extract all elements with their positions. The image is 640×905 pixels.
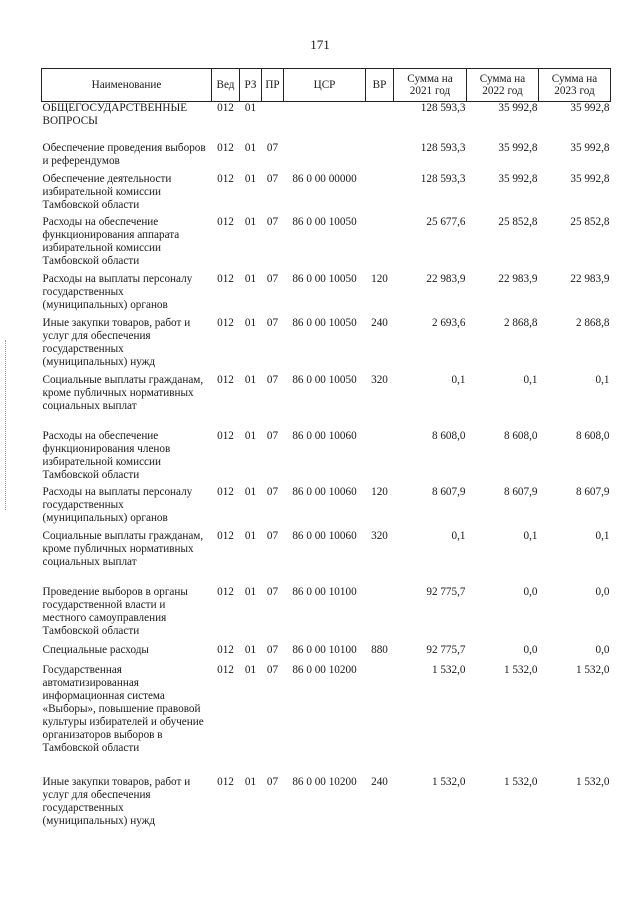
row-sum-2022: 35 992,8	[498, 102, 538, 114]
row-csr: 86 0 00 10050	[292, 215, 357, 228]
row-ved: 012	[217, 775, 234, 788]
row-sum-2022: 35 992,8	[498, 172, 538, 185]
budget-table	[41, 68, 611, 836]
row-pr	[262, 102, 284, 142]
table-row	[42, 430, 611, 486]
row-csr: 86 0 00 10060	[292, 485, 357, 498]
row-rz: 01	[244, 102, 257, 114]
table-row	[42, 142, 611, 173]
row-sum-2022: 0,1	[523, 373, 538, 386]
row-vr	[366, 664, 394, 776]
row-ved: 012	[217, 102, 234, 114]
row-vr: 320	[371, 373, 388, 386]
row-sum-2021: 8 607,9	[431, 485, 466, 498]
row-sum-2021: 128 593,3	[420, 141, 466, 154]
row-sum-2023: 35 992,8	[570, 172, 610, 185]
row-sum-2021: 1 532,0	[431, 663, 466, 676]
row-sum-2022: 8 607,9	[503, 485, 538, 498]
row-ved: 012	[217, 316, 234, 329]
row-sum-2023: 2 868,8	[575, 316, 610, 329]
row-ved: 012	[217, 529, 234, 542]
row-sum-2023: 0,1	[595, 529, 610, 542]
header-ved: Вед	[212, 69, 240, 102]
row-rz: 01	[244, 429, 257, 442]
table-row	[42, 530, 611, 586]
row-sum-2022: 2 868,8	[503, 316, 538, 329]
row-vr	[366, 430, 394, 486]
row-ved: 012	[217, 272, 234, 285]
row-sum-2023: 25 852,8	[570, 215, 610, 228]
row-csr: 86 0 00 10100	[292, 643, 357, 656]
row-rz: 01	[244, 373, 257, 386]
row-sum-2023: 35 992,8	[570, 141, 610, 154]
row-rz: 01	[244, 316, 257, 329]
header-sum-2022: Сумма на 2022 год	[467, 69, 539, 102]
row-pr: 07	[266, 485, 279, 498]
table-row	[42, 173, 611, 216]
row-sum-2022: 1 532,0	[503, 663, 538, 676]
row-sum-2023: 8 608,0	[575, 429, 610, 442]
row-ved: 012	[217, 429, 234, 442]
scan-edge-mark	[5, 340, 7, 510]
row-sum-2023: 8 607,9	[575, 485, 610, 498]
page-number: 171	[310, 37, 330, 52]
row-sum-2023: 1 532,0	[575, 775, 610, 788]
row-pr: 07	[266, 429, 279, 442]
header-csr: ЦСР	[284, 69, 366, 102]
row-pr: 07	[266, 141, 279, 154]
row-sum-2021: 92 775,7	[426, 585, 466, 598]
row-name: ОБЩЕГОСУДАРСТВЕННЫЕ ВОПРОСЫ	[42, 102, 188, 127]
row-csr	[284, 142, 366, 173]
row-name: Социальные выплаты гражданам, кроме публичных нормативных социальных выплат	[42, 529, 204, 568]
row-ved: 012	[217, 215, 234, 228]
row-ved: 012	[217, 485, 234, 498]
row-sum-2022: 0,1	[523, 529, 538, 542]
row-rz: 01	[244, 215, 257, 228]
table-row	[42, 486, 611, 530]
row-rz: 01	[244, 485, 257, 498]
row-vr: 320	[371, 529, 388, 542]
row-csr: 86 0 00 10060	[292, 429, 357, 442]
row-name: Расходы на обеспечение функционирования членов избирательной комиссии Тамбовской области	[42, 429, 171, 481]
table-row	[42, 102, 611, 142]
row-name: Расходы на выплаты персоналу государственных (муниципальных) органов	[42, 272, 193, 311]
row-ved: 012	[217, 141, 234, 154]
row-vr: 120	[371, 485, 388, 498]
row-vr	[366, 173, 394, 216]
row-ved: 012	[217, 663, 234, 676]
row-pr: 07	[266, 663, 279, 676]
row-name: Проведение выборов в органы государственной власти и местного самоуправления Тамбовской области	[42, 585, 188, 637]
header-sum-2023: Сумма на 2023 год	[539, 69, 611, 102]
row-name: Обеспечение деятельности избирательной комиссии Тамбовской области	[42, 172, 172, 211]
header-vr: ВР	[366, 69, 394, 102]
row-csr: 86 0 00 10100	[292, 585, 357, 598]
table-body	[42, 102, 611, 836]
row-sum-2023: 35 992,8	[570, 102, 610, 114]
row-csr	[284, 102, 366, 142]
row-pr: 07	[266, 585, 279, 598]
table-row	[42, 216, 611, 273]
row-name: Специальные расходы	[42, 643, 149, 656]
row-sum-2022: 22 983,9	[498, 272, 538, 285]
row-sum-2023: 0,1	[595, 373, 610, 386]
row-pr: 07	[266, 775, 279, 788]
row-sum-2022: 1 532,0	[503, 775, 538, 788]
row-sum-2021: 128 593,3	[420, 102, 466, 114]
row-pr: 07	[266, 172, 279, 185]
row-sum-2021: 25 677,6	[426, 215, 466, 228]
row-pr: 07	[266, 215, 279, 228]
row-sum-2023: 0,0	[595, 643, 610, 656]
header-name: Наименование	[42, 69, 212, 102]
row-sum-2022: 35 992,8	[498, 141, 538, 154]
row-name: Социальные выплаты гражданам, кроме публичных нормативных социальных выплат	[42, 373, 204, 412]
row-name: Расходы на выплаты персоналу государственных (муниципальных) органов	[42, 485, 193, 524]
row-csr: 86 0 00 10200	[292, 775, 357, 788]
row-pr: 07	[266, 316, 279, 329]
row-rz: 01	[244, 585, 257, 598]
row-pr: 07	[266, 373, 279, 386]
row-sum-2022: 0,0	[523, 643, 538, 656]
row-sum-2023: 22 983,9	[570, 272, 610, 285]
row-vr: 120	[371, 272, 388, 285]
row-sum-2021: 128 593,3	[420, 172, 466, 185]
header-pr: ПР	[262, 69, 284, 102]
row-rz: 01	[244, 643, 257, 656]
row-sum-2021: 0,1	[451, 529, 466, 542]
table-row	[42, 374, 611, 430]
row-sum-2022: 25 852,8	[498, 215, 538, 228]
row-rz: 01	[244, 172, 257, 185]
row-rz: 01	[244, 272, 257, 285]
row-vr	[366, 586, 394, 644]
table-row	[42, 317, 611, 374]
header-sum-2021: Сумма на 2021 год	[394, 69, 467, 102]
row-name: Государственная автоматизированная информационная система «Выборы», повышение правовой культуры избирателей и обучение организаторов выборов в Тамбовской области	[42, 663, 204, 754]
row-sum-2021: 0,1	[451, 373, 466, 386]
row-ved: 012	[217, 172, 234, 185]
row-sum-2021: 8 608,0	[431, 429, 466, 442]
table-header-row	[42, 69, 611, 102]
row-rz: 01	[244, 775, 257, 788]
row-vr: 240	[371, 775, 388, 788]
row-csr: 86 0 00 10060	[292, 529, 357, 542]
row-pr: 07	[266, 529, 279, 542]
table-row	[42, 776, 611, 836]
row-sum-2021: 1 532,0	[431, 775, 466, 788]
row-csr: 86 0 00 10200	[292, 663, 357, 676]
table-row	[42, 586, 611, 644]
row-pr: 07	[266, 643, 279, 656]
table-row	[42, 644, 611, 664]
table-row	[42, 273, 611, 317]
row-rz: 01	[244, 529, 257, 542]
row-sum-2023: 0,0	[595, 585, 610, 598]
row-name: Иные закупки товаров, работ и услуг для обеспечения государственных (муниципальных) нужд	[42, 775, 191, 827]
row-sum-2022: 0,0	[523, 585, 538, 598]
row-ved: 012	[217, 373, 234, 386]
row-csr: 86 0 00 10050	[292, 272, 357, 285]
row-csr: 86 0 00 10050	[292, 316, 357, 329]
row-sum-2022: 8 608,0	[503, 429, 538, 442]
row-name: Иные закупки товаров, работ и услуг для обеспечения государственных (муниципальных) нужд	[42, 316, 191, 368]
header-rz: РЗ	[240, 69, 262, 102]
row-rz: 01	[244, 141, 257, 154]
row-vr	[366, 142, 394, 173]
row-name: Обеспечение проведения выборов и референдумов	[42, 141, 206, 167]
row-pr: 07	[266, 272, 279, 285]
row-sum-2021: 2 693,6	[431, 316, 466, 329]
row-vr: 240	[371, 316, 388, 329]
row-name: Расходы на обеспечение функционирования аппарата избирательной комиссии Тамбовской области	[42, 215, 180, 267]
row-sum-2023: 1 532,0	[575, 663, 610, 676]
row-rz: 01	[244, 663, 257, 676]
row-vr	[366, 102, 394, 142]
row-ved: 012	[217, 585, 234, 598]
row-csr: 86 0 00 00000	[292, 172, 357, 185]
row-vr	[366, 216, 394, 273]
row-ved: 012	[217, 643, 234, 656]
row-sum-2021: 92 775,7	[426, 643, 466, 656]
row-csr: 86 0 00 10050	[292, 373, 357, 386]
table-row	[42, 664, 611, 776]
row-sum-2021: 22 983,9	[426, 272, 466, 285]
row-vr: 880	[371, 643, 388, 656]
